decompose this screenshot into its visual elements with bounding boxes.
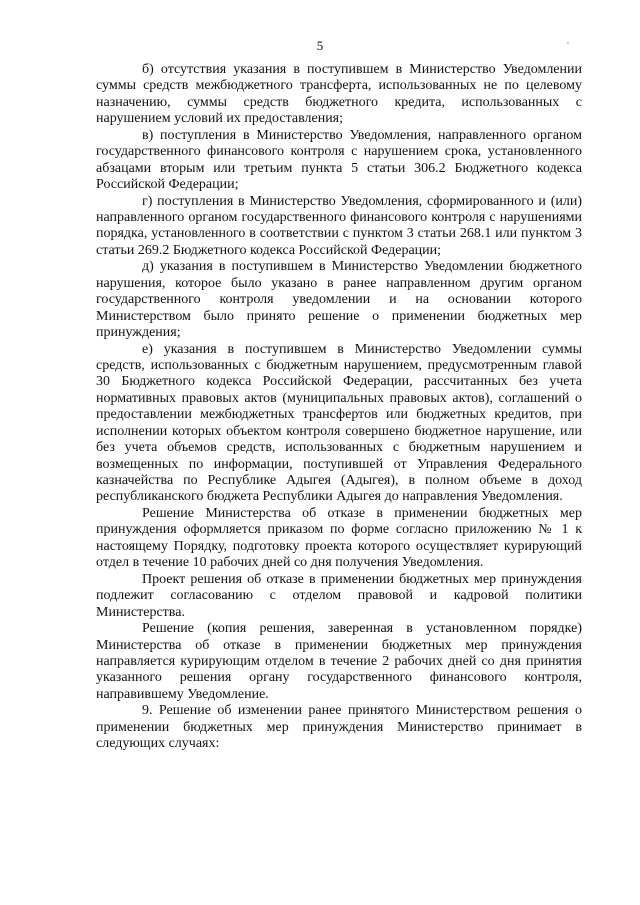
paragraph-decision-copy: Решение (копия решения, заверенная в установленном порядке) Министерства об отказе в применении бюджетных мер принуждения направляется курирующим отделом в течение 2 рабочих дней со дня принятия указанного решения органу государственного финансового контроля, направившему Уведомление. xyxy=(96,621,582,702)
paragraph-refusal-decision: Решение Министерства об отказе в применении бюджетных мер принуждения оформляется приказом по форме согласно приложению № 1 к настоящему Порядку, подготовку проекта которого осуществляет курирующий отдел в течение 10 рабочих дней со дня получения Уведомления. xyxy=(96,505,582,571)
paragraph-e: е) указания в поступившем в Министерство Уведомлении суммы средств, использованных с бюджетным нарушением, предусмотренным главой 30 Бюджетного кодекса Российской Федерации, рассчитанных без учета нормативных правовых актов (муниципальных правовых актов), соглашений о предоставлении межбюджетных трансфертов или бюджетных кредитов, при исполнении которых объектом контроля совершено бюджетное нарушение, или без учета объемов средств, использованных с бюджетным нарушением и возмещенных по информации, поступившей от Управления Федерального казначейства по Республике Адыгея (Адыгея), в полном объеме в доход республиканского бюджета Республики Адыгея до направления Уведомления. xyxy=(96,341,582,505)
paragraph-d: д) указания в поступившем в Министерство Уведомлении бюджетного нарушения, которое было указано в ранее направленном другим органом государственного контроля уведомлении и на основании которого Министерством было принято решение о применении бюджетных мер принуждения; xyxy=(96,259,582,341)
page-number: 5 xyxy=(316,38,324,53)
paragraph-g: г) поступления в Министерство Уведомления, сформированного и (или) направленного органом государственного финансового контроля с нарушениями порядка, установленного в соответствии с пунктом 3 статьи 268.1 или пунктом 3 статьи 269.2 Бюджетного кодекса Российской Федерации; xyxy=(96,193,582,258)
paragraph-b: б) отсутствия указания в поступившем в Министерство Уведомлении суммы средств межбюджетного трансферта, использованных не по целевому назначению, суммы средств бюджетного кредита, использованных с нарушением условий их предоставления; xyxy=(96,62,582,127)
corner-mark: , xyxy=(567,36,569,45)
document-body xyxy=(96,62,582,753)
paragraph-draft-approval: Проект решения об отказе в применении бюджетных мер принуждения подлежит согласованию с отделом правовой и кадровой политики Министерства. xyxy=(96,571,582,620)
paragraph-v: в) поступления в Министерство Уведомления, направленного органом государственного финансового контроля с нарушением срока, установленного абзацами вторым или третьим пункта 5 статьи 306.2 Бюджетного кодекса Российской Федерации; xyxy=(96,127,582,193)
paragraph-item-9: 9. Решение об изменении ранее принятого Министерством решения о применении бюджетных мер принуждения Министерство принимает в следующих случаях: xyxy=(96,703,582,752)
